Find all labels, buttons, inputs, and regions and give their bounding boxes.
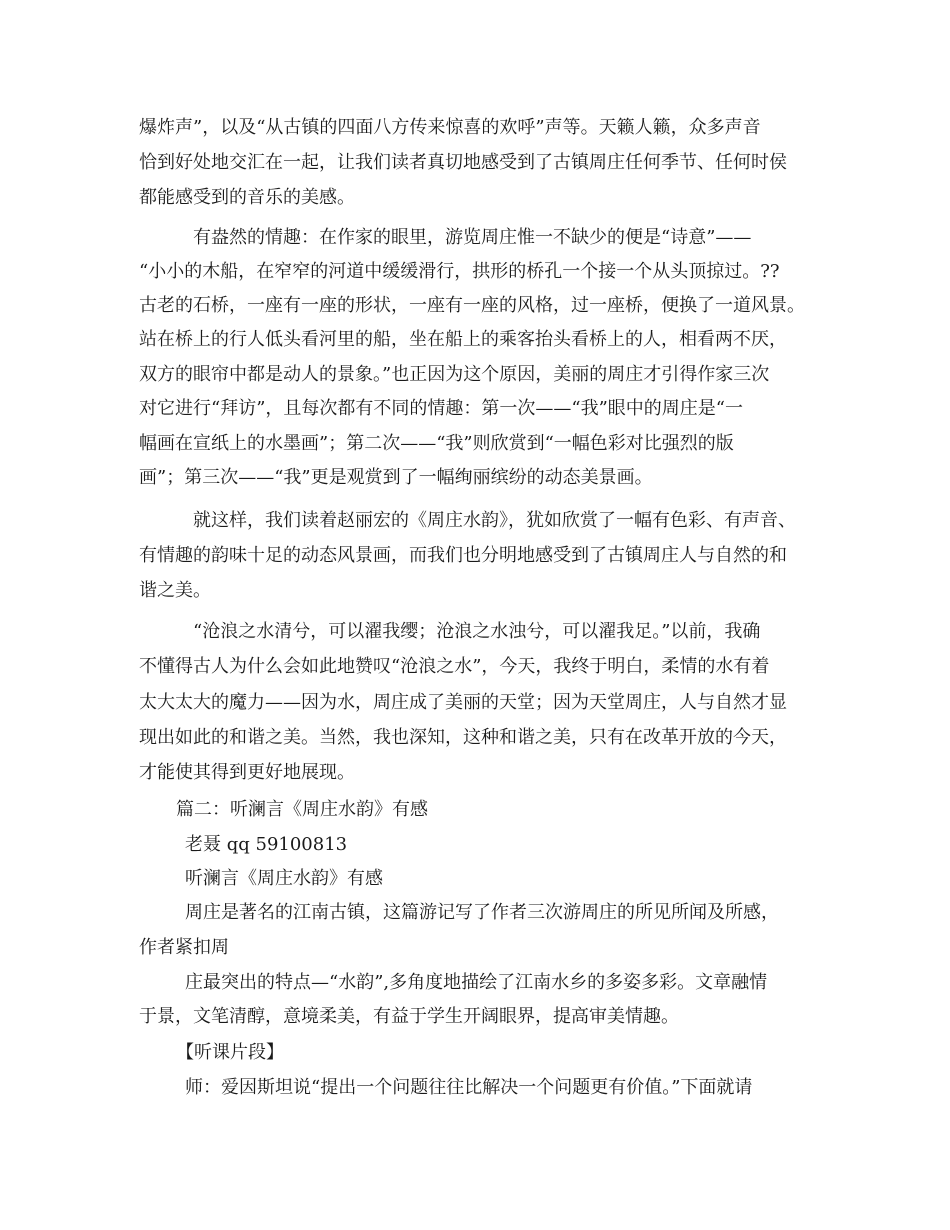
section-heading: 篇二：听澜言《周庄水韵》有感 [176, 799, 428, 820]
paragraph-line: 于景，文笔清醇，意境柔美，有益于学生开阔眼界，提高审美情趣。 [139, 1006, 679, 1027]
paragraph-line: 有情趣的韵味十足的动态风景画，而我们也分明地感受到了古镇周庄人与自然的和 [139, 545, 787, 566]
paragraph-line: “沧浪之水清兮，可以濯我缨；沧浪之水浊兮，可以濯我足。”以前，我确 [193, 621, 761, 642]
paragraph-line: 周庄是著名的江南古镇，这篇游记写了作者三次游周庄的所见所闻及所感， [185, 902, 779, 923]
paragraph-line: 都能感受到的音乐的美感。 [139, 187, 355, 208]
paragraph-line: 现出如此的和谐之美。当然，我也深知，这种和谐之美，只有在改革开放的今天， [139, 727, 787, 748]
paragraph-line: 画”；第三次——“我”更是观赏到了一幅绚丽缤纷的动态美景画。 [139, 467, 653, 488]
paragraph-line: 不懂得古人为什么会如此地赞叹“沧浪之水”，今天，我终于明白，柔情的水有着 [139, 656, 770, 677]
paragraph-line: 庄最突出的特点—“水韵”,多角度地描绘了江南水乡的多姿多彩。文章融情 [185, 972, 768, 993]
paragraph-line: 幅画在宣纸上的水墨画”；第二次——“我”则欣赏到“一幅色彩对比强烈的版 [139, 433, 734, 454]
paragraph-line: 站在桥上的行人低头看河里的船，坐在船上的乘客抬头看桥上的人，相看两不厌， [139, 329, 787, 350]
paragraph-line: “小小的木船，在窄窄的河道中缓缓滑行，拱形的桥孔一个接一个从头顶掠过。?? [139, 261, 780, 282]
paragraph-line: 谐之美。 [139, 580, 211, 601]
paragraph-line: 对它进行“拜访”，且每次都有不同的情趣：第一次——“我”眼中的周庄是“一 [139, 398, 744, 419]
article-title: 听澜言《周庄水韵》有感 [185, 868, 383, 889]
paragraph-line: 就这样，我们读着赵丽宏的《周庄水韵》，犹如欣赏了一幅有色彩、有声音、 [193, 510, 796, 531]
paragraph-line: 爆炸声”，以及“从古镇的四面八方传来惊喜的欢呼”声等。天籁人籁，众多声音 [139, 117, 761, 138]
paragraph-line: 太大太大的魔力——因为水，周庄成了美丽的天堂；因为天堂周庄，人与自然才显 [139, 692, 787, 713]
paragraph-line: 双方的眼帘中都是动人的景象。”也正因为这个原因，美丽的周庄才引得作家三次 [139, 364, 770, 385]
paragraph-line: 作者紧扣周 [139, 937, 229, 958]
paragraph-line: 恰到好处地交汇在一起，让我们读者真切地感受到了古镇周庄任何季节、任何时侯 [139, 152, 787, 173]
subheading: 【听课片段】 [176, 1042, 284, 1063]
paragraph-line: 才能使其得到更好地展现。 [139, 762, 355, 783]
paragraph-line: 有盎然的情趣：在作家的眼里，游览周庄惟一不缺少的便是“诗意”—— [193, 227, 752, 248]
author-line: 老聂 qq 59100813 [185, 834, 348, 855]
paragraph-line: 师：爱因斯坦说“提出一个问题往往比解决一个问题更有价值。”下面就请 [185, 1077, 753, 1098]
paragraph-line: 古老的石桥，一座有一座的形状，一座有一座的风格，过一座桥，便换了一道风景。 [139, 295, 805, 316]
